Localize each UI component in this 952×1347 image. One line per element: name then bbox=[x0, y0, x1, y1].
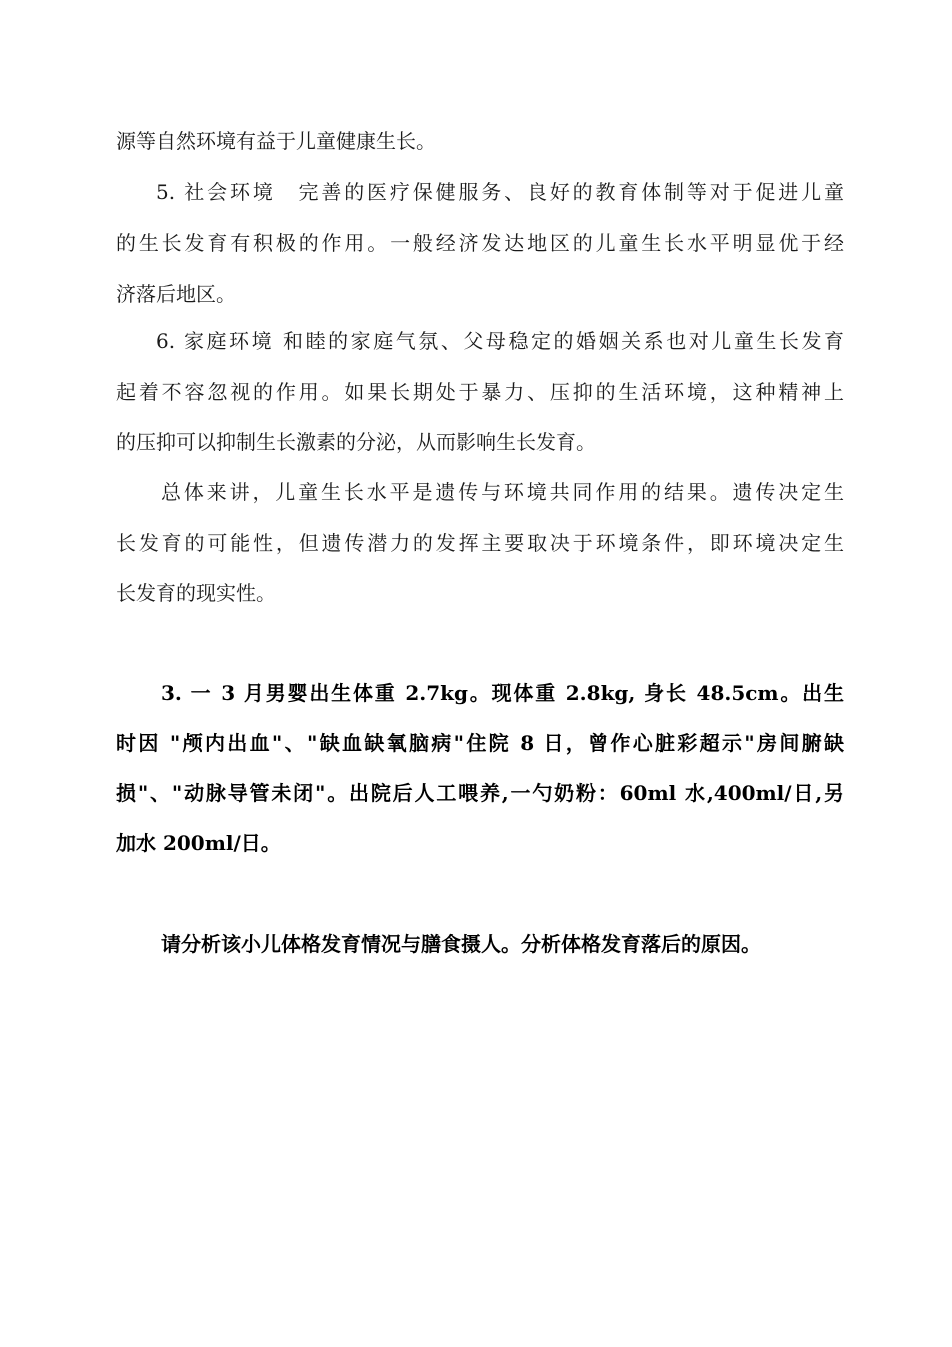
question-line: 请分析该小儿体格发育情况与膳食摄人。分析体格发育落后的原因。 bbox=[161, 932, 761, 956]
case-3-line-1: 3. 一 3 月男婴出生体重 2.7kg。现体重 2.8kg, 身长 48.5cm。出生 bbox=[161, 681, 844, 705]
case-3-line-4: 加水 200ml/日。 bbox=[116, 831, 281, 855]
summary-line-3: 长发育的现实性。 bbox=[116, 581, 276, 605]
social-env-line-1: 5. 社会环境 完善的医疗保健服务、良好的教育体制等对于促进儿童 bbox=[156, 180, 844, 204]
summary-line-2: 长发育的可能性，但遗传潜力的发挥主要取决于环境条件，即环境决定生 bbox=[116, 531, 844, 555]
case-3-line-2: 时因 "颅内出血"、"缺血缺氧脑病"住院 8 日，曾作心脏彩超示"房间腑缺 bbox=[116, 731, 844, 755]
family-env-line-2: 起着不容忽视的作用。如果长期处于暴力、压抑的生活环境，这种精神上 bbox=[116, 380, 844, 404]
family-env-line-3: 的压抑可以抑制生长激素的分泌，从而影响生长发育。 bbox=[116, 430, 596, 454]
social-env-line-3: 济落后地区。 bbox=[116, 282, 236, 306]
natural-env-line-1: 源等自然环境有益于儿童健康生长。 bbox=[116, 129, 436, 153]
social-env-line-2: 的生长发育有积极的作用。一般经济发达地区的儿童生长水平明显优于经 bbox=[116, 231, 844, 255]
summary-line-1: 总体来讲，儿童生长水平是遗传与环境共同作用的结果。遗传决定生 bbox=[161, 480, 844, 504]
case-3-line-3: 损"、"动脉导管未闭"。出院后人工喂养,一勺奶粉：60ml 水,400ml/日,另 bbox=[116, 781, 844, 805]
family-env-line-1: 6. 家庭环境 和睦的家庭气氛、父母稳定的婚姻关系也对儿童生长发育 bbox=[156, 329, 844, 353]
